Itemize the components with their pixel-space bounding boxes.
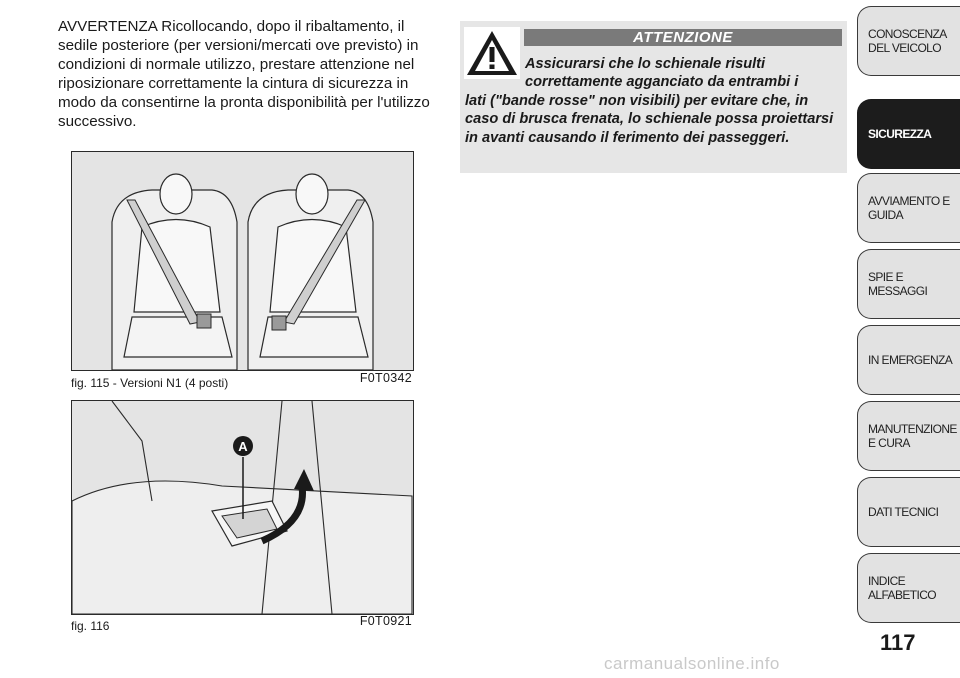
sidebar-tab-conoscenza[interactable] — [857, 6, 960, 76]
sidebar-tab-avviamento[interactable] — [857, 173, 960, 243]
page-number: 117 — [880, 630, 916, 655]
sidebar-tab-dati-tecnici[interactable] — [857, 477, 960, 547]
figure-code: F0T0342 — [359, 371, 412, 385]
sidebar-tab-label: AVVIAMENTO E GUIDA — [868, 194, 950, 222]
sidebar-tab-sicurezza[interactable] — [857, 99, 960, 169]
sidebar-tab-label: IN EMERGENZA — [868, 353, 953, 367]
figure-rear-seats-seatbelts — [71, 151, 414, 371]
figure-seat-latch-detail — [71, 400, 414, 615]
warning-text-indented: Assicurarsi che lo schienale risulti correttamente agganciato da entrambi i — [525, 56, 799, 91]
warning-title: ATTENZIONE — [524, 29, 842, 46]
seat-latch-illustration — [72, 401, 413, 614]
figure-caption-label: fig. 116 — [71, 619, 110, 633]
callout-label: A — [238, 439, 248, 454]
sidebar-tab-label: DATI TECNICI — [868, 505, 939, 519]
sidebar-tab-indice[interactable] — [857, 553, 960, 623]
sidebar-tab-label: MANUTENZIONE E CURA — [868, 422, 957, 450]
figure-code: F0T0921 — [359, 614, 412, 628]
sidebar-tab-label: INDICE ALFABETICO — [868, 574, 937, 602]
warning-text — [465, 55, 843, 147]
sidebar-tab-label: SICUREZZA — [868, 127, 932, 141]
warning-text-rest: lati ("bande rosse" non visibili) per evitare che, in caso di brusca frenata, lo schienale possa proiettarsi in avanti causando il ferimento dei passeggeri. — [465, 92, 834, 146]
rear-seats-illustration — [72, 152, 413, 370]
watermark: carmanualsonline.info — [604, 654, 780, 673]
sidebar-tab-label: CONOSCENZA DEL VEICOLO — [868, 27, 947, 55]
sidebar-tab-label: SPIE E MESSAGGI — [868, 270, 928, 298]
sidebar-tab-manutenzione[interactable] — [857, 401, 960, 471]
chapter-sidebar — [857, 0, 960, 600]
figure-caption-label: fig. 115 - Versioni N1 (4 posti) — [71, 376, 229, 390]
intro-paragraph: AVVERTENZA Ricollocando, dopo il ribaltamento, il sedile posteriore (per versioni/mercati ove previsto) in condizioni di normale utilizzo, prestare attenzione nel riposizionare correttamente la cintura di sicurezza in modo da consentirne la pronta disponibilità per l'utilizzo successivo. — [58, 18, 430, 130]
sidebar-tab-emergenza[interactable] — [857, 325, 960, 395]
warning-box — [460, 21, 847, 173]
sidebar-tab-spie[interactable] — [857, 249, 960, 319]
